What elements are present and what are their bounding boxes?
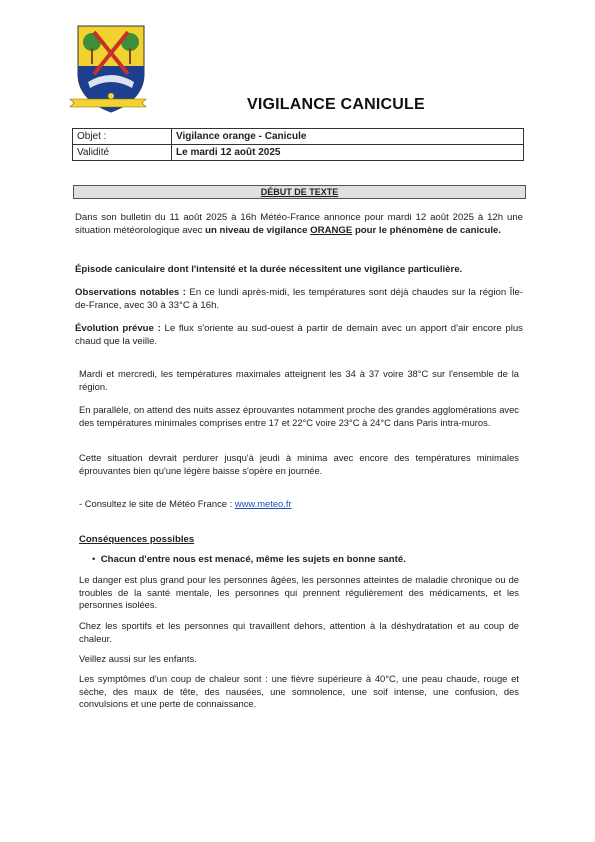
children-paragraph: Veillez aussi sur les enfants. [79,653,197,664]
label-cell: Objet : [73,129,172,145]
value-cell: Vigilance orange - Canicule [172,129,524,145]
text: Le flux s'oriente au sud-ouest à partir de demain avec un apport d'air encore plus chaud que la veille. [75,323,523,347]
danger-paragraph: Le danger est plus grand pour les personnes âgées, les personnes atteintes de maladie chronique ou de troubles de la santé mentale, les personnes qui prennent régulièrement des médicaments, et les personnes isolées. [79,574,519,610]
text: un niveau de vigilance [205,225,311,236]
text: - Consultez le site de Météo France : [79,498,235,509]
table-row [73,129,524,145]
motto-ribbon [68,96,148,110]
consequences-heading: Conséquences possibles [79,534,195,545]
text: En ce lundi après-midi, les températures sont déjà chaudes sur la région Île-de-France, avec 30 à 33°C à 16h. [75,287,523,311]
observations-paragraph [75,286,523,312]
table-row [73,145,524,161]
text: Chacun d'entre nous est menacé, même les sujets en bonne santé. [100,554,406,565]
sports-paragraph: Chez les sportifs et les personnes qui travaillent dehors, attention à la déshydratation et au coup de chaleur. [79,620,519,644]
bullet-icon: • [92,554,101,565]
text-start-banner: DÉBUT DE TEXTE [73,185,526,199]
value-cell: Le mardi 12 août 2025 [172,145,524,161]
forecast-paragraph: Mardi et mercredi, les températures maximales atteignent les 34 à 37 voire 38°C sur l'ensemble de la région. [79,368,519,392]
meteo-link[interactable]: www.meteo.fr [234,498,292,509]
label: Évolution prévue : [75,323,161,334]
text: pour le phénomène [352,225,444,236]
label-cell: Validité [73,145,172,161]
bulletin-paragraph [75,211,523,237]
duration-paragraph: Cette situation devrait perdurer jusqu'à jeudi à minima avec encore des températures minimales éprouvantes bien qu'une légère baisse s'opère en journée. [79,452,519,476]
text: de canicule. [443,225,502,236]
page-title: VIGILANCE CANICULE [247,96,425,113]
info-table [72,128,524,161]
orange-level: ORANGE [310,225,353,236]
symptoms-paragraph: Les symptômes d'un coup de chaleur sont : une fièvre supérieure à 40°C, une peau chaude, rouge et sèche, des maux de tête, des nausées, une somnolence, une soif intense, une confusion, des convulsions et une perte de connaissance. [79,673,519,709]
consult-line [79,498,519,511]
episode-paragraph: Épisode caniculaire dont l'intensité et la durée nécessitent une vigilance particulière. [75,264,463,275]
bullet-item [92,553,522,566]
nights-paragraph: En parallèle, on attend des nuits assez éprouvantes notamment proche des grandes agglomérations avec des températures minimales comprises entre 17 et 22°C voire 23°C à 24°C dans Paris intra-muros. [79,404,519,428]
label: Observations notables : [75,287,186,298]
text: Dans son bulletin du 11 août 2025 à 16h Météo-France annonce pour mardi 12 août 2025 à 12h une situation météorologique avec [75,212,523,236]
evolution-paragraph [75,322,523,348]
